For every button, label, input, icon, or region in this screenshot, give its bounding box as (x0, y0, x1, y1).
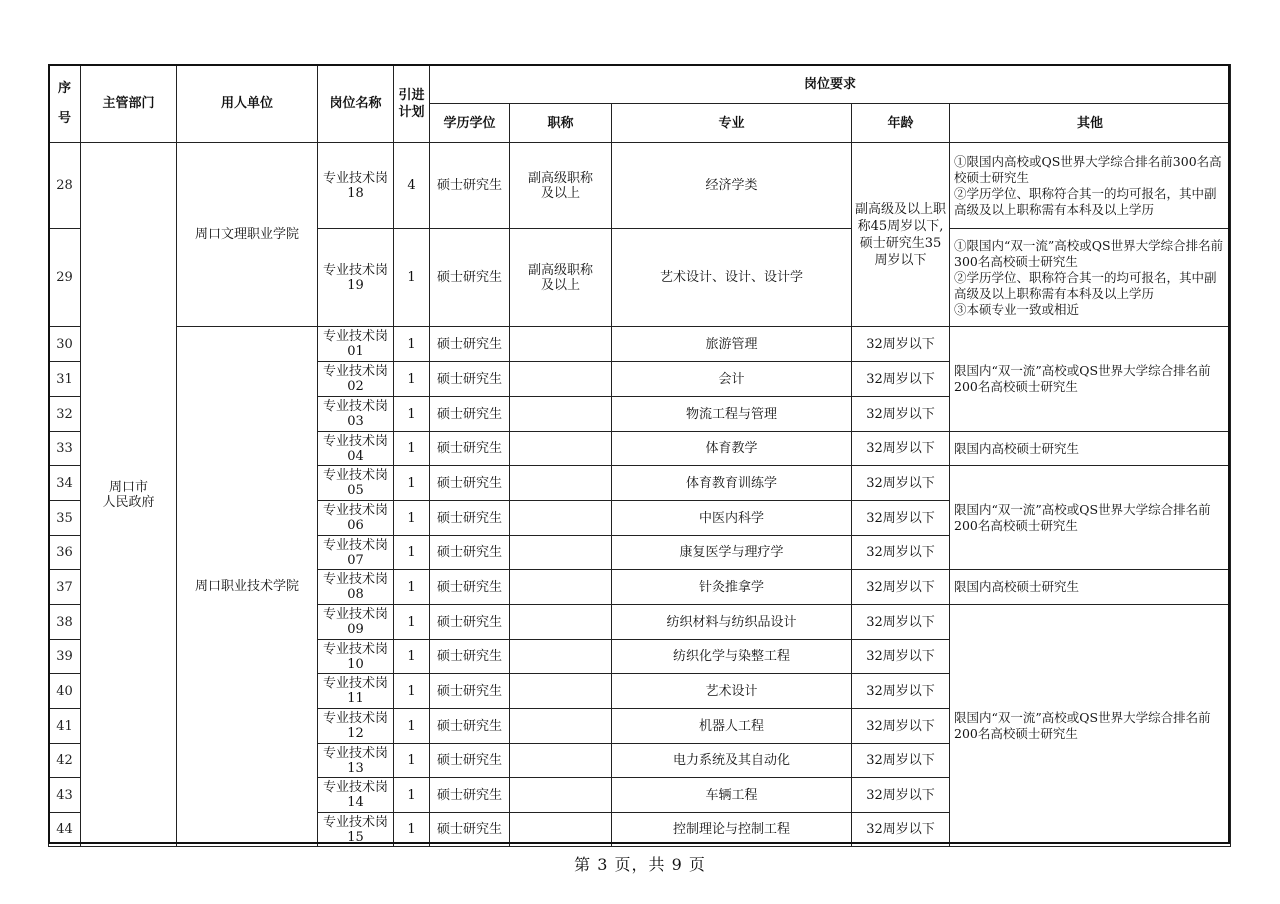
title-cell (510, 778, 612, 813)
title-cell (510, 813, 612, 847)
degree-cell: 硕士研究生 (430, 570, 510, 605)
post-cell: 专业技术岗 05 (318, 466, 394, 501)
title-cell (510, 744, 612, 778)
table-row (49, 327, 1231, 362)
title-cell (510, 674, 612, 709)
age-cell: 32周岁以下 (852, 501, 950, 536)
age-cell: 32周岁以下 (852, 327, 950, 362)
age-cell: 32周岁以下 (852, 640, 950, 674)
plan-cell: 1 (394, 536, 430, 570)
degree-cell: 硕士研究生 (430, 536, 510, 570)
title-cell (510, 605, 612, 640)
major-cell: 电力系统及其自动化 (612, 744, 852, 778)
seq-cell: 28 (49, 143, 81, 229)
major-cell: 体育教育训练学 (612, 466, 852, 501)
plan-cell: 1 (394, 327, 430, 362)
plan-cell: 1 (394, 709, 430, 744)
major-cell: 体育教学 (612, 432, 852, 466)
post-cell: 专业技术岗 08 (318, 570, 394, 605)
title-cell: 副高级职称 及以上 (510, 229, 612, 327)
seq-cell: 35 (49, 501, 81, 536)
header-degree: 学历学位 (430, 104, 510, 143)
header-dept: 主管部门 (81, 65, 177, 143)
title-cell (510, 397, 612, 432)
plan-cell: 1 (394, 362, 430, 397)
title-cell (510, 362, 612, 397)
degree-cell: 硕士研究生 (430, 501, 510, 536)
plan-cell: 4 (394, 143, 430, 229)
degree-cell: 硕士研究生 (430, 143, 510, 229)
title-cell (510, 466, 612, 501)
degree-cell: 硕士研究生 (430, 813, 510, 847)
major-cell: 纺织材料与纺织品设计 (612, 605, 852, 640)
header-major: 专业 (612, 104, 852, 143)
major-cell: 纺织化学与染整工程 (612, 640, 852, 674)
seq-cell: 44 (49, 813, 81, 847)
plan-cell: 1 (394, 744, 430, 778)
post-cell: 专业技术岗 12 (318, 709, 394, 744)
plan-cell: 1 (394, 570, 430, 605)
major-cell: 控制理论与控制工程 (612, 813, 852, 847)
age-cell: 32周岁以下 (852, 744, 950, 778)
age-cell: 32周岁以下 (852, 397, 950, 432)
other-cell: 限国内“双一流”高校或QS世界大学综合排名前200名高校硕士研究生 (950, 327, 1231, 432)
age-cell: 32周岁以下 (852, 674, 950, 709)
seq-cell: 38 (49, 605, 81, 640)
major-cell: 机器人工程 (612, 709, 852, 744)
post-cell: 专业技术岗 02 (318, 362, 394, 397)
age-cell: 32周岁以下 (852, 778, 950, 813)
other-cell: 限国内“双一流”高校或QS世界大学综合排名前200名高校硕士研究生 (950, 605, 1231, 847)
degree-cell: 硕士研究生 (430, 432, 510, 466)
plan-cell: 1 (394, 674, 430, 709)
title-cell (510, 570, 612, 605)
plan-cell: 1 (394, 605, 430, 640)
other-cell: 限国内高校硕士研究生 (950, 570, 1231, 605)
plan-cell: 1 (394, 466, 430, 501)
header-age: 年龄 (852, 104, 950, 143)
unit-wenli: 周口文理职业学院 (177, 143, 318, 327)
age-cell: 32周岁以下 (852, 466, 950, 501)
header-row-1 (49, 65, 1231, 104)
major-cell: 艺术设计、设计、设计学 (612, 229, 852, 327)
degree-cell: 硕士研究生 (430, 397, 510, 432)
plan-cell: 1 (394, 501, 430, 536)
post-cell: 专业技术岗 15 (318, 813, 394, 847)
major-cell: 经济学类 (612, 143, 852, 229)
plan-cell: 1 (394, 397, 430, 432)
age-cell: 32周岁以下 (852, 432, 950, 466)
seq-cell: 36 (49, 536, 81, 570)
degree-cell: 硕士研究生 (430, 778, 510, 813)
seq-cell: 30 (49, 327, 81, 362)
post-cell: 专业技术岗 04 (318, 432, 394, 466)
degree-cell: 硕士研究生 (430, 362, 510, 397)
post-cell: 专业技术岗 14 (318, 778, 394, 813)
seq-cell: 33 (49, 432, 81, 466)
major-cell: 针灸推拿学 (612, 570, 852, 605)
degree-cell: 硕士研究生 (430, 674, 510, 709)
table-row (49, 143, 1231, 229)
other-cell: ①限国内高校或QS世界大学综合排名前300名高校硕士研究生 ②学历学位、职称符合其一的均可报名，其中副高级及以上职称需有本科及以上学历 (950, 143, 1231, 229)
header-seq: 序 号 (49, 65, 81, 143)
plan-cell: 1 (394, 813, 430, 847)
seq-cell: 43 (49, 778, 81, 813)
other-cell: 限国内“双一流”高校或QS世界大学综合排名前200名高校硕士研究生 (950, 466, 1231, 570)
plan-cell: 1 (394, 778, 430, 813)
age-cell: 32周岁以下 (852, 709, 950, 744)
seq-cell: 39 (49, 640, 81, 674)
post-cell: 专业技术岗 10 (318, 640, 394, 674)
major-cell: 艺术设计 (612, 674, 852, 709)
degree-cell: 硕士研究生 (430, 640, 510, 674)
seq-cell: 32 (49, 397, 81, 432)
header-other: 其他 (950, 104, 1231, 143)
post-cell: 专业技术岗 19 (318, 229, 394, 327)
major-cell: 中医内科学 (612, 501, 852, 536)
degree-cell: 硕士研究生 (430, 229, 510, 327)
age-cell: 32周岁以下 (852, 813, 950, 847)
seq-cell: 29 (49, 229, 81, 327)
plan-cell: 1 (394, 640, 430, 674)
major-cell: 会计 (612, 362, 852, 397)
header-plan: 引进计划 (394, 65, 430, 143)
seq-cell: 42 (49, 744, 81, 778)
dept-cell: 周口市 人民政府 (81, 143, 177, 847)
post-cell: 专业技术岗 06 (318, 501, 394, 536)
major-cell: 旅游管理 (612, 327, 852, 362)
seq-cell: 41 (49, 709, 81, 744)
age-cell: 32周岁以下 (852, 362, 950, 397)
header-requirements: 岗位要求 (430, 65, 1231, 104)
degree-cell: 硕士研究生 (430, 744, 510, 778)
degree-cell: 硕士研究生 (430, 327, 510, 362)
title-cell (510, 536, 612, 570)
header-title: 职称 (510, 104, 612, 143)
seq-cell: 37 (49, 570, 81, 605)
unit-zhiye: 周口职业技术学院 (177, 327, 318, 847)
post-cell: 专业技术岗 01 (318, 327, 394, 362)
other-cell: ①限国内“双一流”高校或QS世界大学综合排名前300名高校硕士研究生 ②学历学位、职称符合其一的均可报名，其中副高级及以上职称需有本科及以上学历 ③本硕专业一致或相近 (950, 229, 1231, 327)
post-cell: 专业技术岗 11 (318, 674, 394, 709)
post-cell: 专业技术岗 07 (318, 536, 394, 570)
post-cell: 专业技术岗 03 (318, 397, 394, 432)
post-cell: 专业技术岗 18 (318, 143, 394, 229)
degree-cell: 硕士研究生 (430, 605, 510, 640)
other-cell: 限国内高校硕士研究生 (950, 432, 1231, 466)
degree-cell: 硕士研究生 (430, 709, 510, 744)
major-cell: 物流工程与管理 (612, 397, 852, 432)
title-cell (510, 327, 612, 362)
age-cell: 32周岁以下 (852, 536, 950, 570)
recruitment-table (48, 64, 1231, 847)
seq-cell: 40 (49, 674, 81, 709)
degree-cell: 硕士研究生 (430, 466, 510, 501)
page-footer: 第 3 页，共 9 页 (574, 855, 706, 874)
post-cell: 专业技术岗 09 (318, 605, 394, 640)
major-cell: 康复医学与理疗学 (612, 536, 852, 570)
header-post-name: 岗位名称 (318, 65, 394, 143)
plan-cell: 1 (394, 229, 430, 327)
age-cell: 32周岁以下 (852, 605, 950, 640)
header-unit: 用人单位 (177, 65, 318, 143)
plan-cell: 1 (394, 432, 430, 466)
title-cell (510, 709, 612, 744)
age-wenli: 副高级及以上职称45周岁以下,硕士研究生35周岁以下 (852, 143, 950, 327)
title-cell (510, 432, 612, 466)
seq-cell: 31 (49, 362, 81, 397)
title-cell (510, 640, 612, 674)
age-cell: 32周岁以下 (852, 570, 950, 605)
post-cell: 专业技术岗 13 (318, 744, 394, 778)
title-cell (510, 501, 612, 536)
major-cell: 车辆工程 (612, 778, 852, 813)
seq-cell: 34 (49, 466, 81, 501)
title-cell: 副高级职称 及以上 (510, 143, 612, 229)
